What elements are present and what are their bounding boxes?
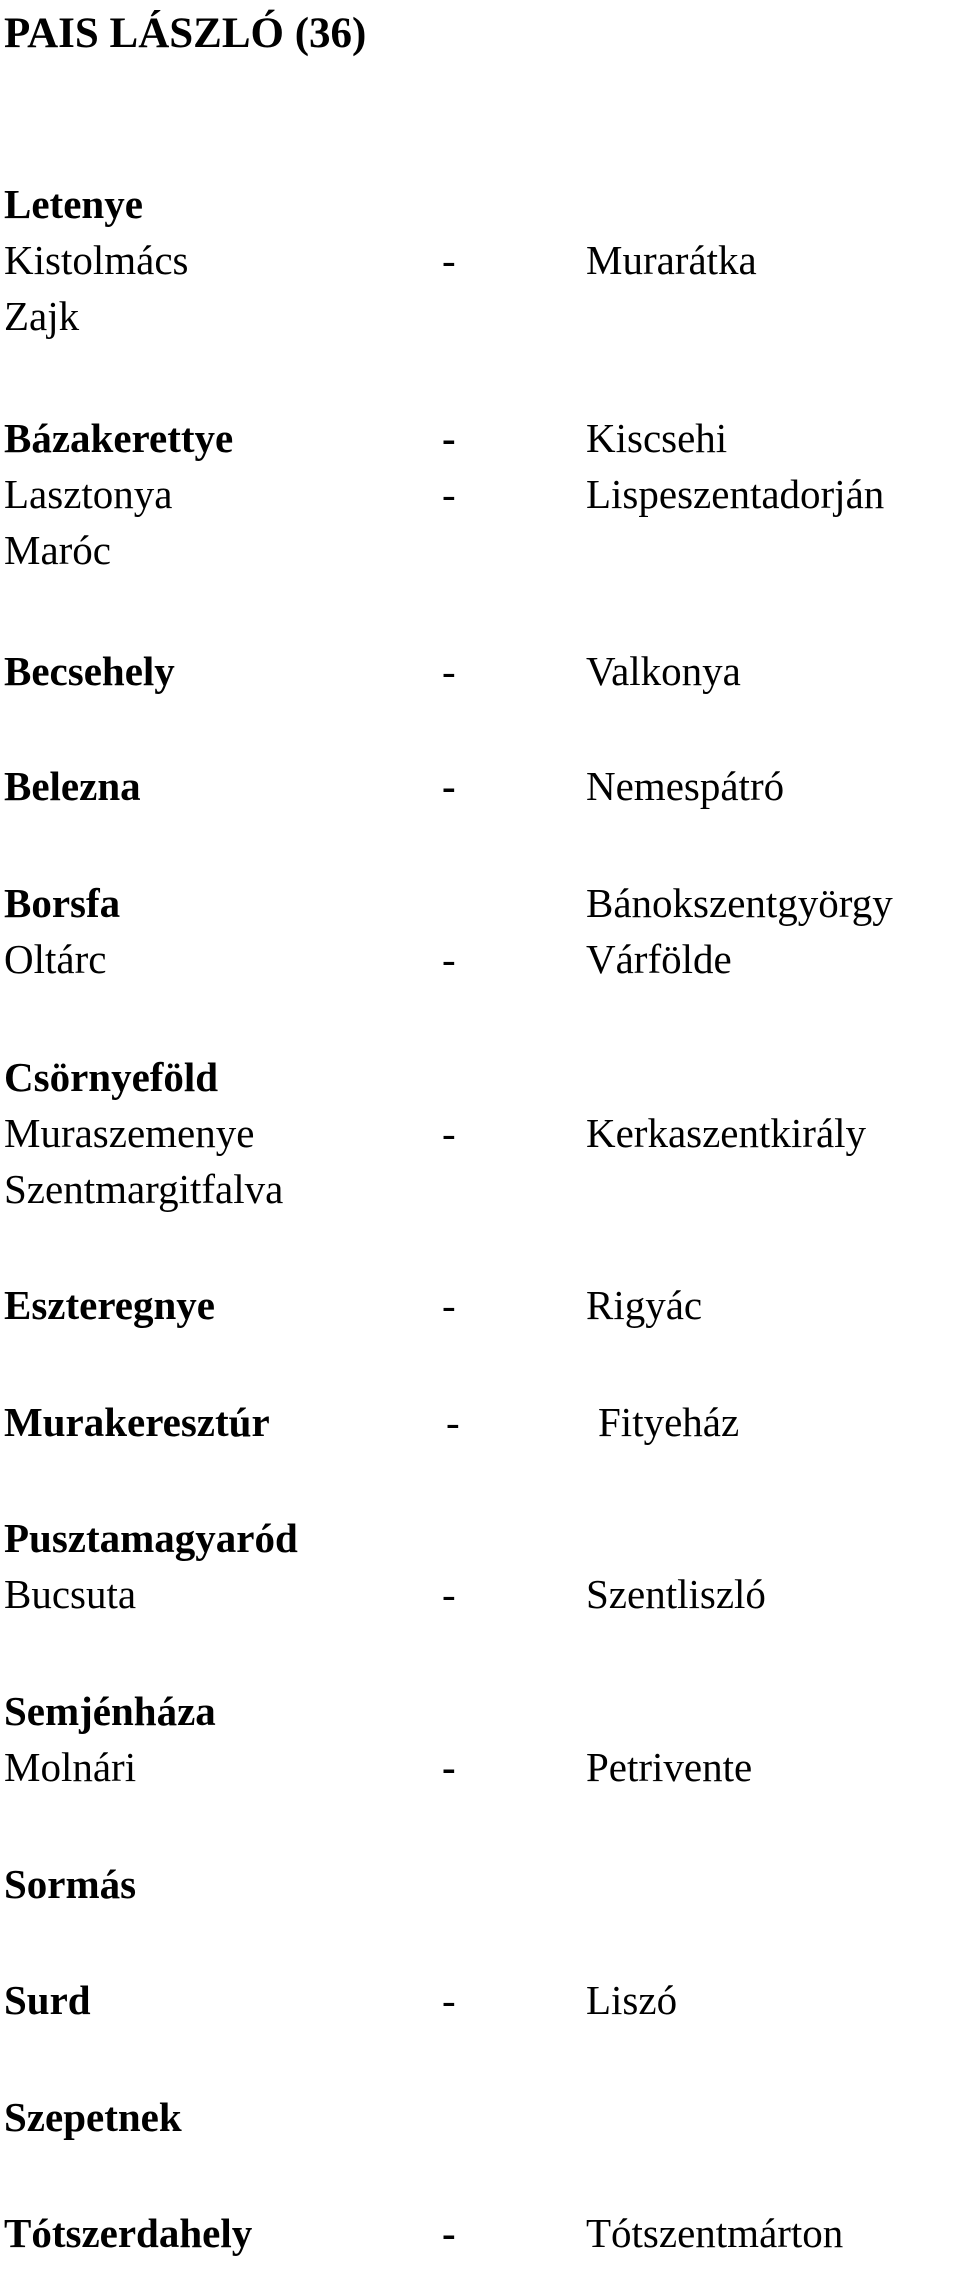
list-item bbox=[0, 1277, 960, 1333]
list-item bbox=[0, 931, 960, 987]
list-item bbox=[0, 1510, 960, 1566]
settlement-name: Muraszemenye bbox=[4, 1110, 255, 1156]
dash-separator: - bbox=[442, 1571, 456, 1617]
list-item bbox=[0, 1856, 960, 1912]
dash-separator: - bbox=[442, 763, 456, 809]
paired-settlement-name: Valkonya bbox=[586, 648, 741, 694]
dash-separator: - bbox=[442, 1744, 456, 1790]
settlement-name: Zajk bbox=[4, 293, 80, 339]
settlement-name: Szentmargitfalva bbox=[4, 1166, 284, 1212]
dash-separator: - bbox=[442, 1110, 456, 1156]
settlement-name: Szepetnek bbox=[4, 2094, 182, 2140]
paired-settlement-name: Nemespátró bbox=[586, 763, 785, 809]
settlement-name: Borsfa bbox=[4, 880, 121, 926]
list-item bbox=[0, 1105, 960, 1161]
settlement-name: Oltárc bbox=[4, 936, 107, 982]
settlement-name: Surd bbox=[4, 1977, 91, 2023]
settlement-name: Tótszerdahely bbox=[4, 2210, 253, 2256]
paired-settlement-name: Lispeszentadorján bbox=[586, 471, 885, 517]
settlement-name: Bázakerettye bbox=[4, 415, 234, 461]
document-title: PAIS LÁSZLÓ (36) bbox=[4, 10, 367, 57]
list-item bbox=[0, 1394, 960, 1450]
list-item bbox=[0, 2205, 960, 2261]
list-item bbox=[0, 643, 960, 699]
list-item bbox=[0, 1683, 960, 1739]
list-item bbox=[0, 522, 960, 578]
list-item bbox=[0, 466, 960, 522]
dash-separator: - bbox=[442, 1977, 456, 2023]
settlement-name: Belezna bbox=[4, 763, 141, 809]
list-item bbox=[0, 410, 960, 466]
settlement-name: Lasztonya bbox=[4, 471, 173, 517]
list-item bbox=[0, 1972, 960, 2028]
paired-settlement-name: Bánokszentgyörgy bbox=[586, 880, 893, 926]
dash-separator: - bbox=[446, 1399, 460, 1445]
paired-settlement-name: Fityeház bbox=[598, 1399, 740, 1445]
settlement-name: Letenye bbox=[4, 181, 143, 227]
paired-settlement-name: Petrivente bbox=[586, 1744, 753, 1790]
settlement-name: Becsehely bbox=[4, 648, 175, 694]
settlement-name: Eszteregnye bbox=[4, 1282, 216, 1328]
list-item bbox=[0, 1049, 960, 1105]
list-item bbox=[0, 1566, 960, 1622]
dash-separator: - bbox=[442, 2210, 456, 2256]
dash-separator: - bbox=[442, 415, 456, 461]
settlement-name: Maróc bbox=[4, 527, 112, 573]
settlement-name: Molnári bbox=[4, 1744, 137, 1790]
list-item bbox=[0, 2089, 960, 2145]
settlement-name: Pusztamagyaród bbox=[4, 1515, 298, 1561]
list-item bbox=[0, 288, 960, 344]
dash-separator: - bbox=[442, 471, 456, 517]
paired-settlement-name: Szentliszló bbox=[586, 1571, 766, 1617]
paired-settlement-name: Kiscsehi bbox=[586, 415, 728, 461]
settlement-name: Semjénháza bbox=[4, 1688, 216, 1734]
list-item bbox=[0, 875, 960, 931]
settlement-name: Murakeresztúr bbox=[4, 1399, 270, 1445]
dash-separator: - bbox=[442, 237, 456, 283]
paired-settlement-name: Kerkaszentkirály bbox=[586, 1110, 867, 1156]
settlement-name: Kistolmács bbox=[4, 237, 189, 283]
settlement-name: Csörnyeföld bbox=[4, 1054, 219, 1100]
list-item bbox=[0, 176, 960, 232]
list-item bbox=[0, 758, 960, 814]
paired-settlement-name: Rigyác bbox=[586, 1282, 703, 1328]
list-item bbox=[0, 232, 960, 288]
list-item bbox=[0, 1739, 960, 1795]
paired-settlement-name: Liszó bbox=[586, 1977, 678, 2023]
paired-settlement-name: Murarátka bbox=[586, 237, 757, 283]
dash-separator: - bbox=[442, 648, 456, 694]
paired-settlement-name: Tótszentmárton bbox=[586, 2210, 844, 2256]
settlement-name: Sormás bbox=[4, 1861, 137, 1907]
dash-separator: - bbox=[442, 936, 456, 982]
list-item bbox=[0, 1161, 960, 1217]
paired-settlement-name: Várfölde bbox=[586, 936, 732, 982]
settlement-name: Bucsuta bbox=[4, 1571, 137, 1617]
dash-separator: - bbox=[442, 1282, 456, 1328]
